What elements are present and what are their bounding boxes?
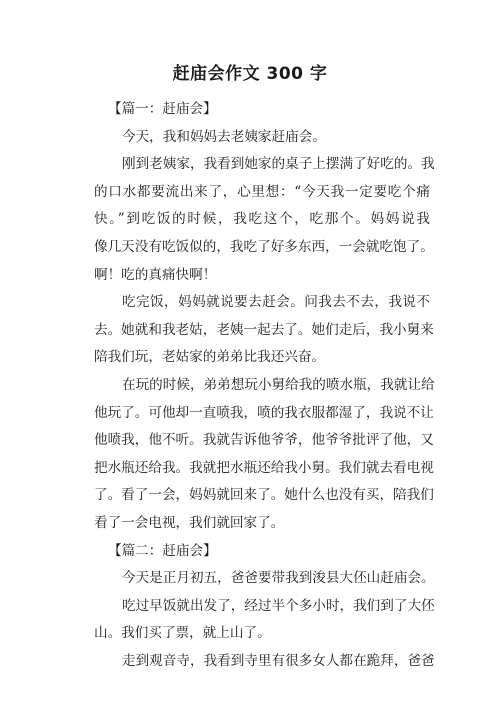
paragraph-line: 在玩的时候，弟弟想玩小舅给我的喷水瓶，我就让给 <box>122 376 435 393</box>
paragraph-line: 像几天没有吃饭似的，我吃了好多东西，一会就吃饱了。 <box>94 238 434 255</box>
paragraph-line: 啊！吃的真痛快啊！ <box>94 266 217 283</box>
document-title: 赶庙会作文 300 字 <box>172 64 328 84</box>
paragraph-line: 他喷我，他不听。我就告诉他爷爷，他爷爷批评了他，又 <box>94 432 434 449</box>
paragraph-line: 走到观音寺，我看到寺里有很多女人都在跪拜，爸爸 <box>122 652 435 669</box>
paragraph-line: 看了一会电视，我们就回家了。 <box>94 514 285 531</box>
paragraph-line: 吃过早饭就出发了，经过半个多小时，我们到了大伾 <box>122 597 435 614</box>
paragraph-line: 吃完饭，妈妈就说要去赶会。问我去不去，我说不 <box>122 294 430 311</box>
section-heading-1: 【篇一：赶庙会】 <box>108 101 217 117</box>
section-heading-2: 【篇二：赶庙会】 <box>108 542 217 559</box>
paragraph-line: 快。”到吃饭的时候，我吃这个，吃那个。妈妈说我 <box>94 211 430 228</box>
paragraph-line: 了。看了一会，妈妈就回来了。她什么也没有买，陪我们 <box>94 487 434 504</box>
paragraph-line: 把水瓶还给我。我就把水瓶还给我小舅。我们就去看电视 <box>94 459 434 476</box>
paragraph-line: 今天是正月初五，爸爸要带我到浚县大伾山赶庙会。 <box>122 570 435 587</box>
paragraph-line: 刚到老姨家，我看到她家的桌子上摆满了好吃的。我 <box>122 156 435 173</box>
paragraph-line: 山。我们买了票，就上山了。 <box>94 625 271 642</box>
paragraph-line: 陪我们玩，老姑家的弟弟比我还兴奋。 <box>94 349 326 366</box>
paragraph-line: 今天，我和妈妈去老姨家赶庙会。 <box>122 128 326 145</box>
essay-body <box>94 96 435 675</box>
paragraph-line: 去。她就和我老姑，老姨一起去了。她们走后，我小舅来 <box>94 321 434 338</box>
paragraph-line: 他玩了。可他却一直喷我，喷的我衣服都湿了，我说不让 <box>94 404 434 421</box>
paragraph-line: 的口水都要流出来了，心里想：“今天我一定要吃个痛 <box>94 183 430 200</box>
